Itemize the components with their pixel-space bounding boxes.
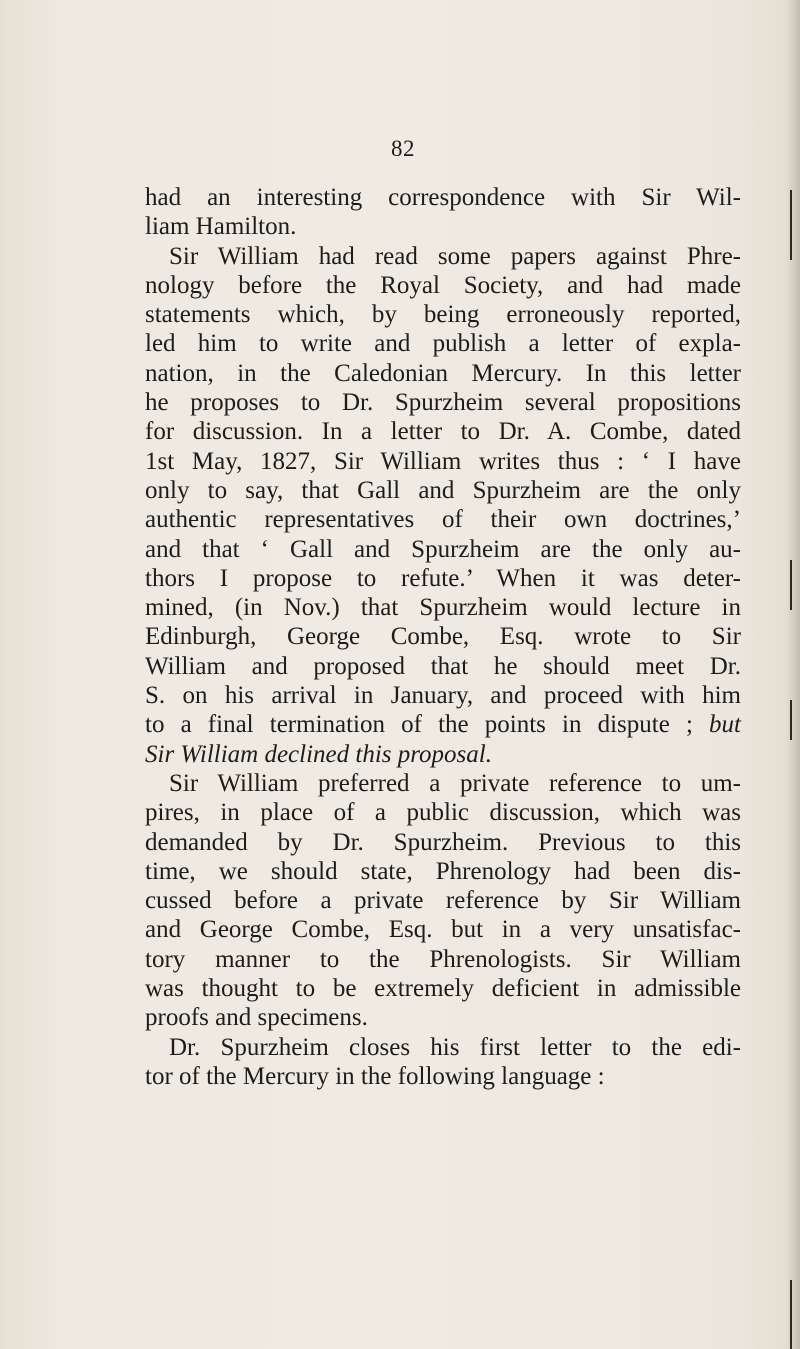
- text-line: [145, 1003, 741, 1032]
- text-segment: liam Hamilton.: [145, 213, 297, 241]
- text-segment: to a final termination of the points in dispute ;: [145, 711, 710, 739]
- text-line: [145, 505, 741, 534]
- text-line: [145, 359, 741, 388]
- text-line: [145, 1033, 741, 1062]
- text-line: [145, 447, 741, 476]
- text-line: [145, 1062, 741, 1091]
- text-segment: proofs and specimens.: [145, 1004, 368, 1032]
- page-edge-mark: [790, 190, 792, 260]
- page-edge-mark: [790, 700, 792, 740]
- text-segment: and that ‘ Gall and Spurzheim are the only au-: [145, 535, 741, 563]
- text-segment: tory manner to the Phrenologists. Sir William: [145, 945, 741, 973]
- page-edge-mark: [790, 560, 792, 610]
- text-line: [145, 886, 741, 915]
- text-line: [145, 798, 741, 827]
- text-segment: nation, in the Caledonian Mercury. In this letter: [145, 359, 741, 387]
- text-segment: Edinburgh, George Combe, Esq. wrote to Sir: [145, 623, 741, 651]
- text-line: [145, 652, 741, 681]
- text-line: [145, 710, 741, 739]
- text-line: [145, 857, 741, 886]
- text-segment: led him to write and publish a letter of expla-: [145, 330, 741, 358]
- text-line: [145, 593, 741, 622]
- text-line: [145, 740, 741, 769]
- text-line: [145, 564, 741, 593]
- text-segment: for discussion. In a letter to Dr. A. Combe, dated: [145, 418, 741, 446]
- text-segment: only to say, that Gall and Spurzheim are the only: [145, 476, 741, 504]
- page-edge-mark: [790, 1280, 792, 1349]
- text-segment: Sir William preferred a private reference to um-: [169, 769, 741, 797]
- text-line: [145, 183, 741, 212]
- text-line: [145, 388, 741, 417]
- text-segment: nology before the Royal Society, and had made: [145, 271, 741, 299]
- text-line: [145, 769, 741, 798]
- body-text: [145, 183, 741, 1091]
- text-segment: S. on his arrival in January, and proceed with him: [145, 682, 741, 710]
- text-line: [145, 300, 741, 329]
- text-line: [145, 212, 741, 241]
- text-segment: Sir William had read some papers against Phre-: [169, 242, 741, 270]
- text-line: [145, 417, 741, 446]
- text-segment: mined, (in Nov.) that Spurzheim would lecture in: [145, 594, 741, 622]
- page-edge-shadow: [786, 0, 800, 1349]
- text-line: [145, 945, 741, 974]
- text-segment: Dr. Spurzheim closes his first letter to the edi-: [169, 1033, 741, 1061]
- text-line: [145, 974, 741, 1003]
- text-segment: demanded by Dr. Spurzheim. Previous to this: [145, 828, 741, 856]
- text-segment: pires, in place of a public discussion, which was: [145, 799, 741, 827]
- text-line: [145, 828, 741, 857]
- text-line: [145, 476, 741, 505]
- text-line: [145, 622, 741, 651]
- text-segment: had an interesting correspondence with Sir Wil-: [145, 184, 741, 211]
- text-segment: 1st May, 1827, Sir William writes thus : ‘ I have: [145, 447, 741, 475]
- text-segment: statements which, by being erroneously reported,: [145, 301, 741, 329]
- text-line: [145, 242, 741, 271]
- text-segment: tor of the Mercury in the following language :: [145, 1062, 605, 1090]
- italic-text: but: [709, 711, 741, 739]
- text-segment: he proposes to Dr. Spurzheim several propositions: [145, 389, 741, 417]
- italic-text: Sir William declined this proposal.: [145, 740, 492, 768]
- text-segment: was thought to be extremely deficient in admissible: [145, 975, 741, 1003]
- text-line: [145, 915, 741, 944]
- text-line: [145, 681, 741, 710]
- text-segment: cussed before a private reference by Sir William: [145, 887, 741, 915]
- text-segment: William and proposed that he should meet Dr.: [145, 652, 741, 680]
- text-line: [145, 535, 741, 564]
- text-segment: and George Combe, Esq. but in a very unsatisfac-: [145, 916, 741, 944]
- text-line: [145, 329, 741, 358]
- text-segment: authentic representatives of their own doctrines,’: [145, 506, 741, 534]
- text-segment: thors I propose to refute.’ When it was deter-: [145, 564, 741, 592]
- page-number: 82: [391, 136, 415, 161]
- text-line: [145, 271, 741, 300]
- text-segment: time, we should state, Phrenology had been dis-: [145, 857, 741, 885]
